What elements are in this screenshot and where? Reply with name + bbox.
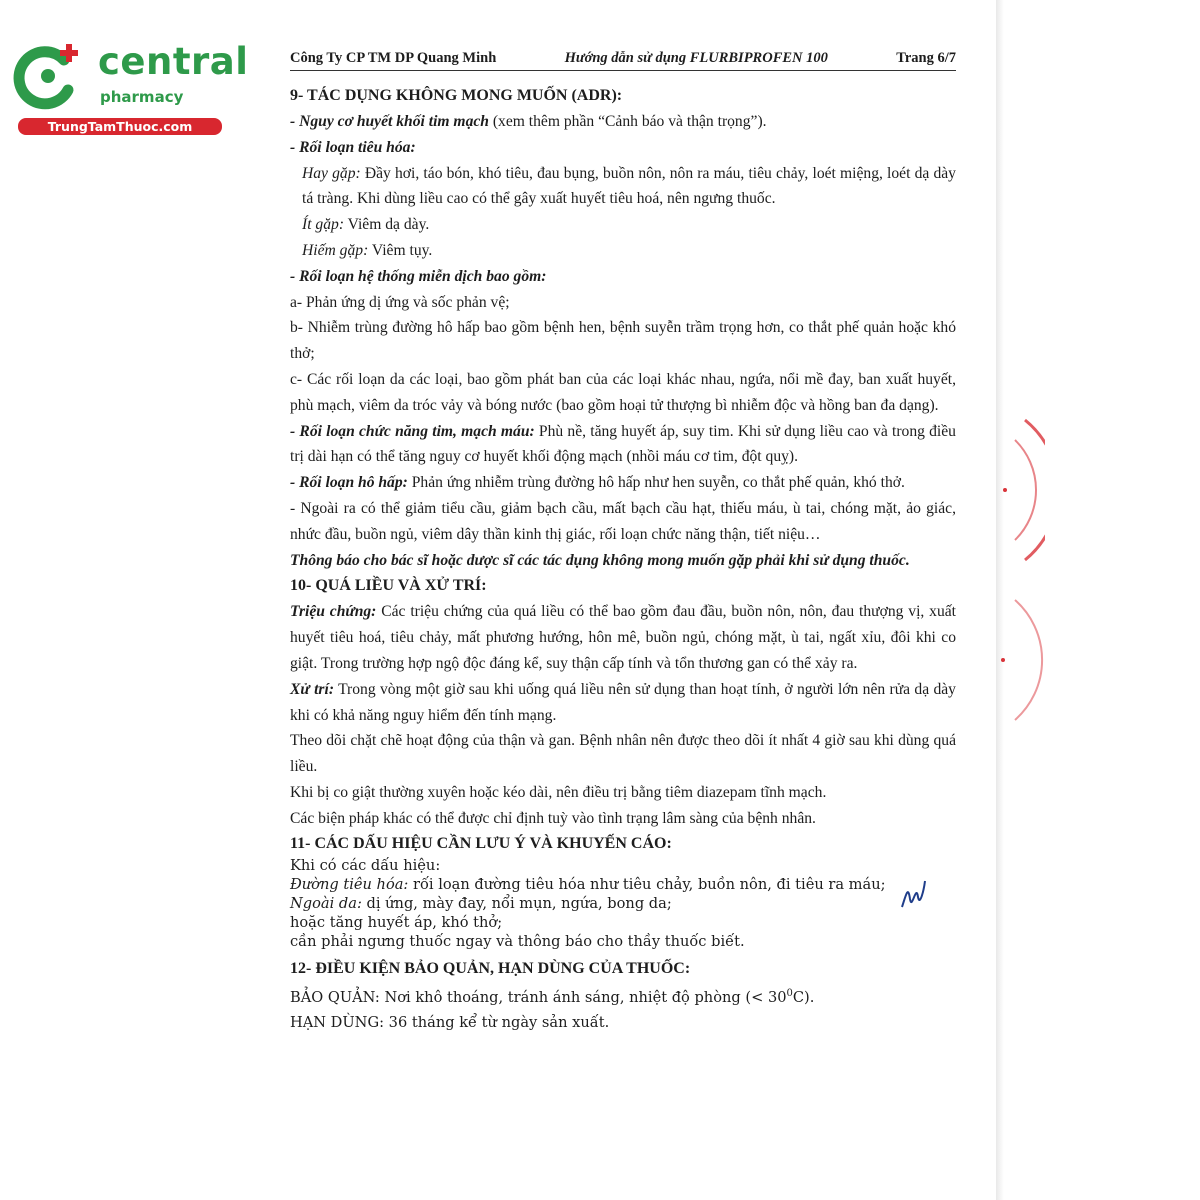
treatment-text: Trong vòng một giờ sau khi uống quá liều nên sử dụng than hoạt tính, ở người lớn nên rửa dạ dày khi có khả năng nguy hiểm đến tính mạng. [290, 680, 956, 724]
skin-signs-text: dị ứng, mày đay, nổi mụn, ngứa, bong da; [361, 894, 672, 912]
other-measures-paragraph: Các biện pháp khác có thể được chỉ định tuỳ vào tình trạng lâm sàng của bệnh nhân. [290, 809, 816, 827]
signs-intro: Khi có các dấu hiệu: [290, 856, 441, 874]
immune-item-a: a- Phản ứng dị ứng và sốc phản vệ; [290, 293, 510, 311]
signature-mark [898, 875, 928, 915]
immune-item-b: b- Nhiễm trùng đường hô hấp bao gồm bệnh hen, bệnh suyễn trầm trọng hơn, co thắt phế quản hoặc khó thở; [290, 319, 956, 363]
symptoms-paragraph [290, 599, 956, 676]
uncommon-label: Ít gặp: [302, 216, 345, 234]
company-name: Công Ty CP TM DP Quang Minh [290, 50, 497, 66]
gi-signs-text: rối loạn đường tiêu hóa như tiêu chảy, buồn nôn, đi tiêu ra máu; [408, 875, 886, 893]
resp-label: - Rối loạn hô hấp: [290, 474, 408, 492]
skin-signs [290, 894, 956, 913]
sections-11-12 [290, 832, 956, 1037]
treatment-paragraph [290, 677, 956, 729]
gi-signs [290, 875, 956, 894]
section-10-title: 10- QUÁ LIỀU VÀ XỬ TRÍ: [290, 577, 487, 595]
rare-label: Hiếm gặp: [302, 241, 369, 259]
immune-label: - Rối loạn hệ thống miễn dịch bao gồm: [290, 267, 547, 285]
common-label: Hay gặp: [302, 164, 361, 182]
rare-paragraph [290, 238, 956, 264]
treatment-label: Xử trí: [290, 680, 335, 698]
section-12-title: 12- ĐIỀU KIỆN BẢO QUẢN, HẠN DÙNG CỦA THUỐC: [290, 959, 691, 977]
resp-text: Phản ứng nhiễm trùng đường hô hấp như hen suyễn, co thắt phế quản, khó thở. [407, 474, 905, 492]
resp-paragraph [290, 470, 956, 496]
cardio-label: - Rối loạn chức năng tim, mạch máu: [290, 422, 535, 440]
bp-signs: hoặc tăng huyết áp, khó thở; [290, 913, 503, 931]
logo-c-cross-icon [12, 40, 84, 112]
rare-text: Viêm tụy. [368, 241, 433, 259]
risk-paragraph [290, 109, 956, 135]
expiry-paragraph: HẠN DÙNG: 36 tháng kể từ ngày sản xuất. [290, 1014, 610, 1032]
seizure-paragraph: Khi bị co giật thường xuyên hoặc kéo dài, nên điều trị bằng tiêm diazepam tĩnh mạch. [290, 783, 827, 801]
notice-paragraph: Thông báo cho bác sĩ hoặc dược sĩ các tác dụng không mong muốn gặp phải khi sử dụng thuốc. [290, 551, 910, 569]
brand-website: TrungTamThuoc.com [18, 118, 222, 135]
uncommon-paragraph [290, 212, 956, 238]
stop-advice: cần phải ngưng thuốc ngay và thông báo cho thầy thuốc biết. [290, 932, 745, 950]
pharmacy-logo [12, 38, 249, 138]
storage-end: C). [792, 988, 815, 1006]
red-stamp [985, 400, 1045, 740]
other-effects: - Ngoài ra có thể giảm tiểu cầu, giảm bạch cầu, mất bạch cầu hạt, thiếu máu, ù tai, chóng mặt, ảo giác, nhức đầu, buồn ngủ, viêm dây thần kinh thị giác, rối loạn chức năng thận, tiết niệu… [290, 499, 956, 543]
uncommon-text: Viêm dạ dày. [344, 216, 430, 234]
page-header [290, 50, 956, 71]
storage-paragraph [290, 981, 956, 1011]
brand-subtitle: pharmacy [100, 88, 184, 106]
cardio-paragraph [290, 419, 956, 471]
cardio-text: Phù nề, tăng huyết áp, suy tim. Khi sử dụng liều cao và trong điều trị dài hạn có thể tăng nguy cơ huyết khối động mạch (nhồi máu cơ tim, đột quỵ). [290, 422, 956, 466]
common-paragraph [290, 161, 956, 213]
brand-name: central [98, 40, 249, 83]
document-page [290, 50, 956, 1036]
symptoms-label: Triệu chứng: [290, 603, 377, 621]
common-text: Đầy hơi, táo bón, khó tiêu, đau bụng, buồn nôn, nôn ra máu, tiêu chảy, loét miệng, loét dạ dày tá tràng. Khi dùng liều cao có thể gây xuất huyết tiêu hoá, nên ngưng thuốc. [302, 164, 956, 208]
section-9-title: 9- TÁC DỤNG KHÔNG MONG MUỐN (ADR): [290, 87, 623, 104]
gi-signs-label: Đường tiêu hóa: [290, 875, 409, 893]
document-title: Hướng dẫn sử dụng FLURBIPROFEN 100 [564, 50, 828, 66]
risk-label: - Nguy cơ huyết khối tim mạch [290, 113, 489, 130]
risk-text: (xem thêm phần “Cảnh báo và thận trọng”). [488, 113, 767, 130]
storage-text: BẢO QUẢN: Nơi khô thoáng, tránh ánh sáng, nhiệt độ phòng (< 30 [290, 988, 787, 1006]
gi-label: - Rối loạn tiêu hóa: [290, 138, 416, 156]
monitor-paragraph: Theo dõi chặt chẽ hoạt động của thận và gan. Bệnh nhân nên được theo dõi ít nhất 4 giờ sau khi dùng quá liều. [290, 732, 956, 776]
page-number: Trang 6/7 [896, 50, 956, 66]
storage-degree: 0 [786, 987, 793, 999]
symptoms-text: Các triệu chứng của quá liều có thể bao gồm đau đầu, buồn nôn, nôn, đau thượng vị, xuất huyết tiêu hoá, tiêu chảy, mất phương hướng, hôn mê, buồn ngủ, chóng mặt, ù tai, ngất xỉu, đôi khi co giật. Trong trường hợp ngộ độc đáng kể, suy thận cấp tính và tổn thương gan có thể xảy ra. [290, 603, 956, 672]
immune-item-c: c- Các rối loạn da các loại, bao gồm phát ban của các loại khác nhau, ngứa, nổi mề đay, ban xuất huyết, phù mạch, viêm da tróc vảy và bóng nước (bao gồm hoại tử thượng bì nhiễm độc và hồng ban đa dạng). [290, 370, 956, 414]
skin-signs-label: Ngoài da: [290, 894, 362, 912]
section-11-title: 11- CÁC DẤU HIỆU CẦN LƯU Ý VÀ KHUYẾN CÁO: [290, 834, 672, 852]
